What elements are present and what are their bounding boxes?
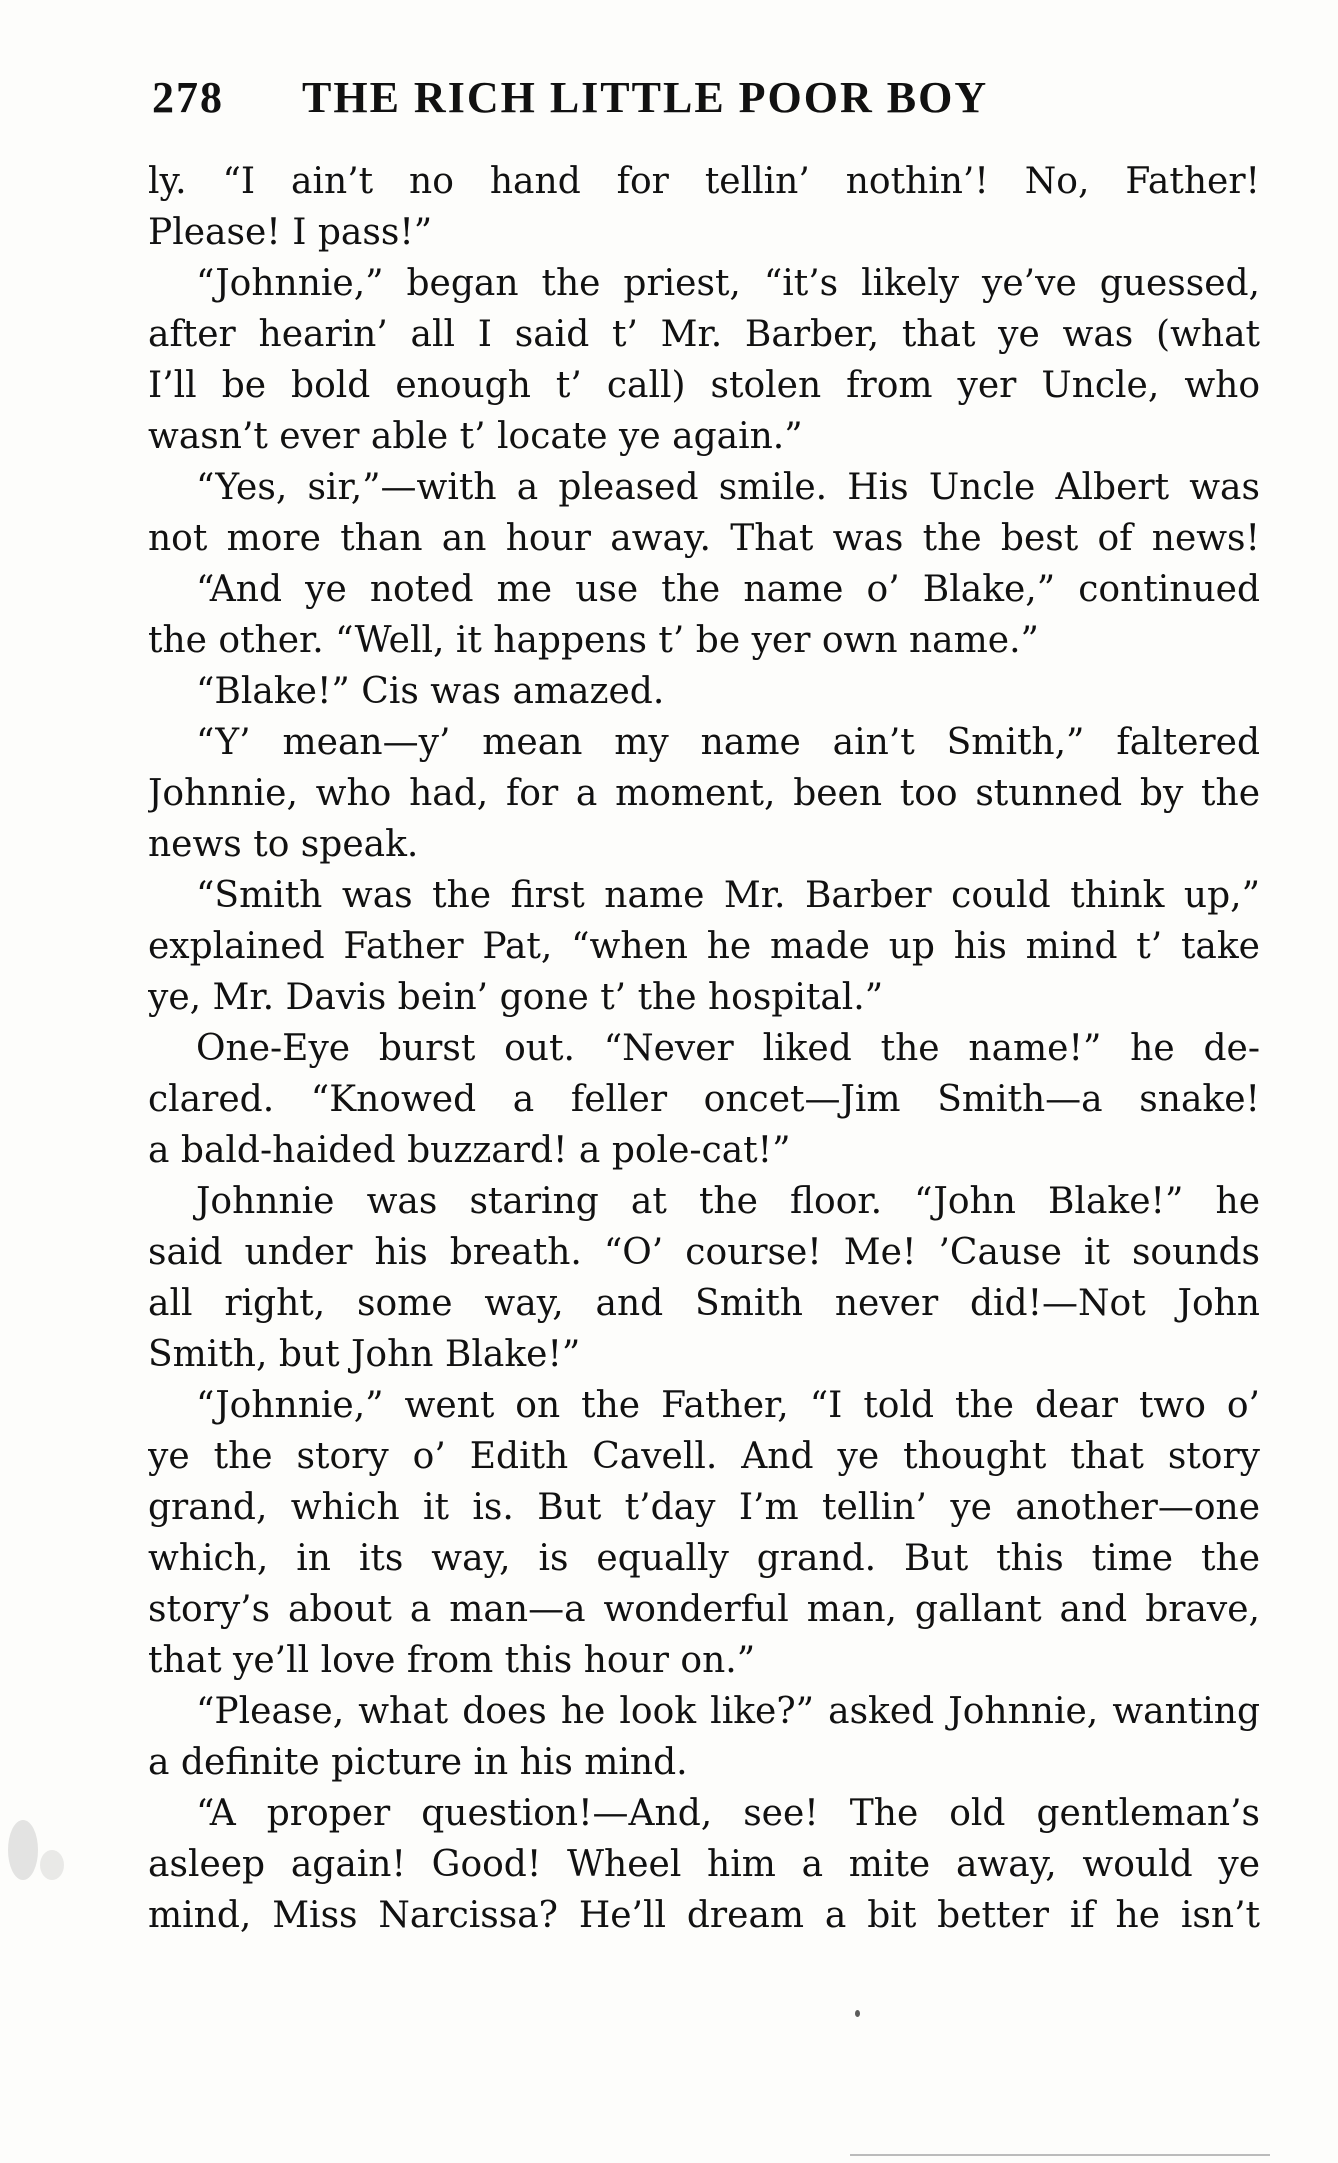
text-line: “Blake!” Cis was amazed. (196, 671, 665, 712)
text-line: “Yes, sir,”—with a pleased smile. His Uncle Albert was (196, 467, 1260, 508)
text-line: story’s about a man—a wonderful man, gallant and brave, (148, 1589, 1260, 1630)
text-line: not more than an hour away. That was the best of news! (148, 518, 1260, 559)
text-line: “A proper question!—And, see! The old gentleman’s (196, 1793, 1260, 1834)
text-line: “And ye noted me use the name o’ Blake,” continued (196, 569, 1260, 610)
footer-rule (850, 2154, 1270, 2156)
text-line: “Johnnie,” began the priest, “it’s likely ye’ve guessed, (196, 263, 1260, 304)
body-text (148, 156, 1260, 1941)
paper-speckle (8, 1820, 38, 1880)
text-line: all right, some way, and Smith never did!—Not John (148, 1283, 1260, 1324)
running-head (152, 72, 1272, 132)
text-line: a definite picture in his mind. (148, 1742, 688, 1783)
text-line: grand, which it is. But t’day I’m tellin’ ye another—one (148, 1487, 1260, 1528)
text-line: wasn’t ever able t’ locate ye again.” (148, 416, 803, 457)
text-line: Johnnie, who had, for a moment, been too stunned by the (148, 773, 1260, 814)
text-line: “Johnnie,” went on the Father, “I told the dear two o’ (196, 1385, 1260, 1426)
paper-speckle (40, 1850, 64, 1880)
text-line: “Smith was the first name Mr. Barber could think up,” (196, 875, 1260, 916)
text-line: ye the story o’ Edith Cavell. And ye thought that story (148, 1436, 1260, 1477)
text-line: after hearin’ all I said t’ Mr. Barber, that ye was (what (148, 314, 1260, 355)
text-line: news to speak. (148, 824, 419, 865)
text-line: “Please, what does he look like?” asked Johnnie, wanting (196, 1691, 1260, 1732)
book-title: THE RICH LITTLE POOR BOY (302, 73, 989, 122)
text-line: Johnnie was staring at the floor. “John Blake!” he (196, 1181, 1260, 1222)
text-line: mind, Miss Narcissa? He’ll dream a bit better if he isn’t (148, 1895, 1260, 1936)
text-line: “Y’ mean—y’ mean my name ain’t Smith,” faltered (196, 722, 1260, 763)
text-line: clared. “Knowed a feller oncet—Jim Smith—a snake! (148, 1079, 1260, 1120)
text-line: Smith, but John Blake!” (148, 1334, 581, 1375)
text-line: explained Father Pat, “when he made up his mind t’ take (148, 926, 1260, 967)
text-line: which, in its way, is equally grand. But this time the (148, 1538, 1260, 1579)
text-line: a bald-haided buzzard! a pole-cat!” (148, 1130, 791, 1171)
text-line: One-Eye burst out. “Never liked the name!” he de- (196, 1028, 1260, 1069)
text-line: that ye’ll love from this hour on.” (148, 1640, 756, 1681)
text-line: ye, Mr. Davis bein’ gone t’ the hospital.” (148, 977, 884, 1018)
paper-speckle (855, 2010, 860, 2017)
text-line: ly. “I ain’t no hand for tellin’ nothin’! No, Father! (148, 161, 1260, 202)
text-line: I’ll be bold enough t’ call) stolen from yer Uncle, who (148, 365, 1260, 406)
page-number: 278 (152, 73, 224, 122)
text-line: said under his breath. “O’ course! Me! ’Cause it sounds (148, 1232, 1260, 1273)
text-line: asleep again! Good! Wheel him a mite away, would ye (148, 1844, 1260, 1885)
text-line: Please! I pass!” (148, 212, 433, 253)
text-line: the other. “Well, it happens t’ be yer own name.” (148, 620, 1039, 661)
